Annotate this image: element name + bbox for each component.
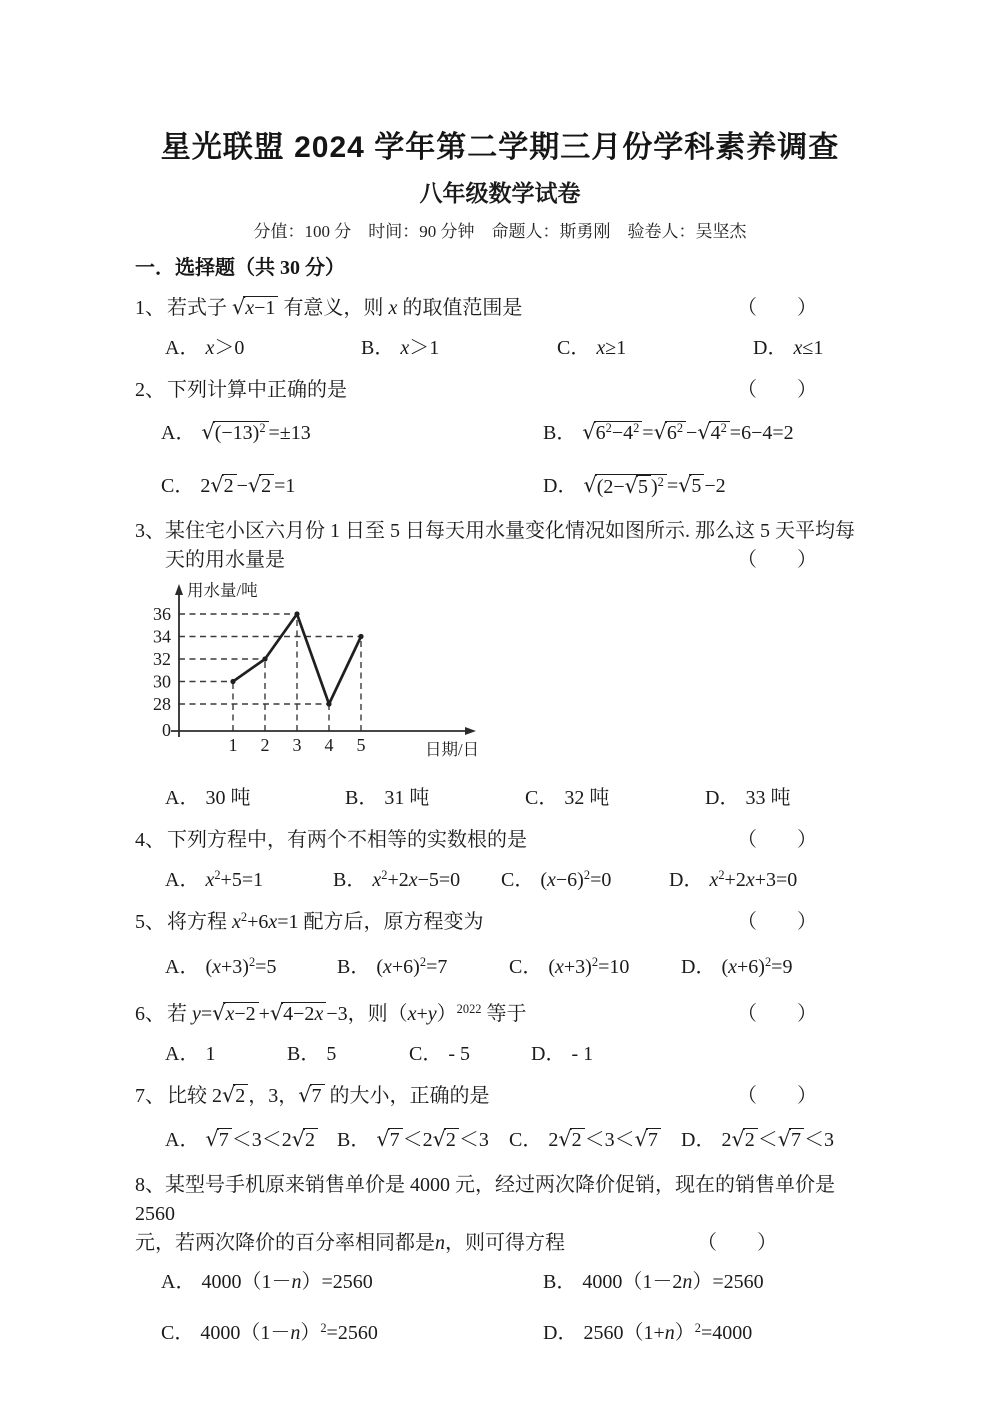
option-text: √ 7 ＜3＜2 √ 2: [205, 1129, 318, 1151]
question-4-stem: [135, 826, 865, 855]
option-text: x＞0: [205, 337, 245, 359]
option-label: A．: [161, 1271, 196, 1293]
question-7-option-b: [337, 1126, 509, 1155]
radical: √ 2: [731, 1128, 757, 1153]
data-point: [326, 701, 331, 706]
radical: √ 5: [678, 474, 704, 499]
option-text: - 5: [448, 1043, 471, 1065]
x-tick-label: 1: [228, 735, 238, 755]
option-text: 32 吨: [564, 787, 610, 809]
question-8-option-b: [543, 1268, 865, 1297]
question-1-option-a: [165, 334, 361, 363]
option-text: 31 吨: [384, 787, 430, 809]
radical: √ 7: [376, 1128, 402, 1153]
option-text: - 1: [571, 1043, 594, 1065]
page-subtitle: 八年级数学试卷: [419, 181, 581, 206]
question-4-option-b: [333, 866, 501, 895]
option-text: 2 √ 2 ＜3＜ √ 7: [548, 1129, 661, 1151]
question-1-answer-bracket: （ ）: [737, 297, 817, 319]
question-6-option-a: [165, 1040, 287, 1069]
y-tick-label: 30: [153, 671, 171, 692]
option-label: B．: [337, 956, 371, 978]
question-5-option-d: [681, 953, 853, 982]
radical: √ 2: [558, 1128, 584, 1153]
data-line: [233, 614, 361, 704]
x-tick-label: 2: [260, 735, 270, 755]
radical: √ $(-13)^2$: [201, 421, 268, 446]
option-label: D．: [543, 1322, 578, 1344]
question-5: [135, 908, 865, 982]
x-tick-label: 5: [356, 735, 366, 755]
question-1-option-c: [557, 334, 753, 363]
option-label: C．: [509, 956, 543, 978]
radical: √ 7: [778, 1128, 804, 1153]
option-label: B．: [543, 422, 577, 444]
option-text: $2560(1+n)^2=4000$: [583, 1321, 753, 1344]
option-text: 2 √ 2 ＜ √ 7 ＜3: [721, 1127, 834, 1151]
question-3-option-b: [345, 784, 525, 813]
question-7-options: [165, 1126, 865, 1155]
y-tick-label: 36: [153, 604, 171, 624]
question-3-option-a: [165, 784, 345, 813]
water-usage-chart: [137, 579, 497, 769]
question-1: [135, 294, 865, 363]
option-text: √ $6^2-4^2$ = √ $6^2$ − √ $4^2$ =6−4=2: [582, 420, 794, 444]
option-label: B．: [361, 337, 395, 359]
option-text: √ (2− √ 5 )$^2$ = √ 5 −2: [583, 473, 726, 498]
question-7-option-c: [509, 1126, 681, 1155]
question-1-number: 1、: [135, 297, 165, 319]
option-label: D．: [753, 337, 788, 359]
question-6-options: [165, 1040, 865, 1069]
question-5-option-b: [337, 953, 509, 982]
option-label: B．: [287, 1043, 321, 1065]
option-text: $(x+3)^2=10$: [548, 955, 630, 978]
y-tick-label: 32: [153, 649, 171, 669]
question-1-option-d: [753, 334, 949, 363]
question-4-option-a: [165, 866, 333, 895]
option-text: x＞1: [400, 337, 440, 359]
question-5-answer-bracket: （ ）: [737, 911, 817, 933]
question-4-answer-bracket: （ ）: [737, 829, 817, 851]
question-5-option-c: [509, 953, 681, 982]
option-label: C．: [409, 1043, 443, 1065]
option-label: A．: [161, 422, 196, 444]
option-label: C．: [557, 337, 591, 359]
question-7-stem: [135, 1082, 865, 1111]
question-2-option-d: [543, 472, 865, 501]
question-1-stem: [135, 294, 865, 323]
question-3-text-cont: 天的用水量是: [165, 549, 285, 571]
origin-label: 0: [162, 720, 171, 740]
question-3-stem-line1: [135, 517, 865, 546]
y-axis-title: 用水量/吨: [187, 581, 258, 600]
question-8-option-a: [161, 1268, 543, 1297]
option-text: 30 吨: [205, 787, 251, 809]
question-7-text: 比较 2 √ 2 ，3， √ 7 的大小，正确的是: [167, 1083, 490, 1107]
question-3-text: 某住宅小区六月份 1 日至 5 日每天用水量变化情况如图所示. 那么这 5 天平均每: [165, 520, 855, 542]
y-tick-label: 28: [153, 694, 171, 714]
section-heading: 一．选择题（共 30 分）: [135, 257, 345, 279]
option-label: C．: [161, 475, 195, 497]
question-6-answer-bracket: （ ）: [737, 1003, 817, 1025]
option-text: 2 √ 2 − √ 2 =1: [200, 473, 296, 497]
radical: √ 4−2x: [270, 1002, 326, 1027]
question-2-option-a: [161, 419, 543, 448]
radical: √ x−2: [212, 1002, 258, 1027]
option-label: B．: [345, 787, 379, 809]
option-label: A．: [165, 869, 200, 891]
chart-container: [137, 579, 865, 778]
radical: √ $6^2$: [654, 421, 686, 446]
data-point: [230, 679, 235, 684]
option-label: D．: [531, 1043, 566, 1065]
option-text: $4000(1-n)^2=2560$: [200, 1321, 378, 1344]
x-axis-title: 日期/日: [425, 740, 480, 759]
option-label: D．: [705, 787, 740, 809]
radical: √ (2− √ 5 )$^2$: [583, 474, 666, 500]
question-5-text: 将方程 $x^2+6x=1$ 配方后，原方程变为: [167, 910, 484, 933]
question-8: [135, 1171, 865, 1348]
option-label: A．: [165, 956, 200, 978]
question-5-options: [165, 953, 865, 982]
radical: √ 7: [205, 1128, 231, 1153]
option-text: $(x+6)^2=7$: [376, 955, 448, 978]
radical: √ 7: [298, 1084, 324, 1109]
question-3-option-c: [525, 784, 705, 813]
question-4-option-d: [669, 866, 837, 895]
question-3-answer-bracket: （ ）: [737, 549, 817, 571]
data-point: [262, 656, 267, 661]
question-6-text: 若 y= √ x−2 + √ 4−2x −3，则$(x+y)^{2022}$ 等于: [167, 1001, 527, 1025]
y-axis-arrow-icon: [175, 584, 183, 595]
question-8-option-d: [543, 1319, 865, 1348]
option-label: D．: [681, 1129, 716, 1151]
question-8-options: [161, 1268, 865, 1348]
question-7-number: 7、: [135, 1085, 165, 1107]
question-1-text: 若式子 √ x−1 有意义，则 x 的取值范围是: [167, 295, 523, 319]
question-2: [135, 376, 865, 501]
data-point: [294, 611, 299, 616]
radical: √ 7: [635, 1128, 661, 1153]
option-label: C．: [509, 1129, 543, 1151]
x-tick-label: 4: [324, 735, 334, 755]
question-2-text: 下列计算中正确的是: [167, 379, 347, 401]
question-1-options: [165, 334, 865, 363]
question-8-option-c: [161, 1319, 543, 1348]
option-text: $x^2+5=1$: [205, 868, 264, 891]
question-5-option-a: [165, 953, 337, 982]
option-text: √ $(-13)^2$ =±13: [201, 420, 311, 444]
question-5-number: 5、: [135, 911, 165, 933]
option-text: $(x+6)^2=9$: [721, 955, 793, 978]
question-3-options: [165, 784, 865, 813]
question-8-answer-bracket: （ ）: [697, 1232, 777, 1254]
question-4-option-c: [501, 866, 669, 895]
option-label: B．: [337, 1129, 371, 1151]
question-3-option-d: [705, 784, 885, 813]
radical: √ 2: [292, 1128, 318, 1153]
option-label: A．: [165, 1129, 200, 1151]
option-label: D．: [543, 475, 578, 497]
option-text: $x^2+2x+3=0$: [709, 868, 798, 891]
question-7-option-a: [165, 1126, 337, 1155]
option-label: B．: [543, 1271, 577, 1293]
y-tick-label: 34: [153, 626, 171, 647]
question-6-stem: [135, 1000, 865, 1029]
option-label: A．: [165, 337, 200, 359]
option-text: 1: [205, 1043, 216, 1065]
radical: √ 2: [210, 474, 236, 499]
question-6-option-c: [409, 1040, 531, 1069]
question-8-number: 8、: [135, 1174, 165, 1196]
radical: √ $6^2-4^2$: [582, 421, 642, 446]
radical: √ 2: [222, 1084, 248, 1109]
radical: √ 2: [248, 474, 274, 499]
question-4-text: 下列方程中，有两个不相等的实数根的是: [167, 829, 527, 851]
question-3: [135, 517, 865, 813]
option-text: 4000（1－n）=2560: [201, 1271, 373, 1293]
question-4-number: 4、: [135, 829, 165, 851]
question-8-stem-line1: [135, 1171, 865, 1229]
option-text: $(x-6)^2=0$: [540, 868, 612, 891]
question-6-number: 6、: [135, 1003, 165, 1025]
question-7-answer-bracket: （ ）: [737, 1085, 817, 1107]
option-text: 5: [326, 1043, 337, 1065]
data-point: [358, 634, 363, 639]
option-label: C．: [525, 787, 559, 809]
option-text: 33 吨: [745, 787, 791, 809]
option-label: C．: [161, 1322, 195, 1344]
question-2-option-b: [543, 419, 865, 448]
option-label: A．: [165, 1043, 200, 1065]
question-3-number: 3、: [135, 520, 165, 542]
question-4: [135, 826, 865, 895]
question-4-options: [165, 866, 865, 895]
exam-meta: 分值：100 分 时间：90 分钟 命题人：斯勇刚 验卷人：吴坚杰: [253, 222, 747, 241]
option-text: x≥1: [596, 337, 627, 359]
option-text: $(x+3)^2=5$: [205, 955, 277, 978]
question-1-option-b: [361, 334, 557, 363]
option-label: D．: [669, 869, 704, 891]
question-8-stem-line2: [135, 1229, 865, 1258]
radical: √ 2: [433, 1128, 459, 1153]
question-5-stem: [135, 908, 865, 937]
question-2-number: 2、: [135, 379, 165, 401]
question-6-option-b: [287, 1040, 409, 1069]
radical: √ $4^2$: [697, 421, 729, 446]
question-6: [135, 1000, 865, 1069]
question-7-option-d: [681, 1126, 853, 1155]
option-label: B．: [333, 869, 367, 891]
question-8-text-cont: 元，若两次降价的百分率相同都是n，则可得方程: [135, 1232, 565, 1254]
question-6-option-d: [531, 1040, 653, 1069]
option-text: √ 7 ＜2 √ 2 ＜3: [376, 1127, 489, 1151]
question-2-option-c: [161, 472, 543, 501]
option-label: A．: [165, 787, 200, 809]
question-8-text: 某型号手机原来销售单价是 4000 元，经过两次降价促销，现在的销售单价是 2560: [135, 1174, 835, 1225]
question-2-answer-bracket: （ ）: [737, 379, 817, 401]
option-label: D．: [681, 956, 716, 978]
question-7: [135, 1082, 865, 1155]
x-axis-arrow-icon: [465, 727, 476, 735]
page-title: 星光联盟 2024 学年第二学期三月份学科素养调查: [160, 131, 840, 164]
question-3-stem-line2: [135, 546, 865, 575]
radical: √ 5: [625, 475, 651, 500]
option-label: C．: [501, 869, 535, 891]
radical: √ x−1: [232, 296, 278, 321]
option-text: $x^2+2x-5=0$: [372, 868, 461, 891]
option-text: x≤1: [793, 337, 824, 359]
question-2-stem: [135, 376, 865, 405]
question-2-options: [161, 419, 865, 501]
option-text: 4000（1－2n）=2560: [582, 1271, 764, 1293]
x-tick-label: 3: [292, 735, 302, 755]
